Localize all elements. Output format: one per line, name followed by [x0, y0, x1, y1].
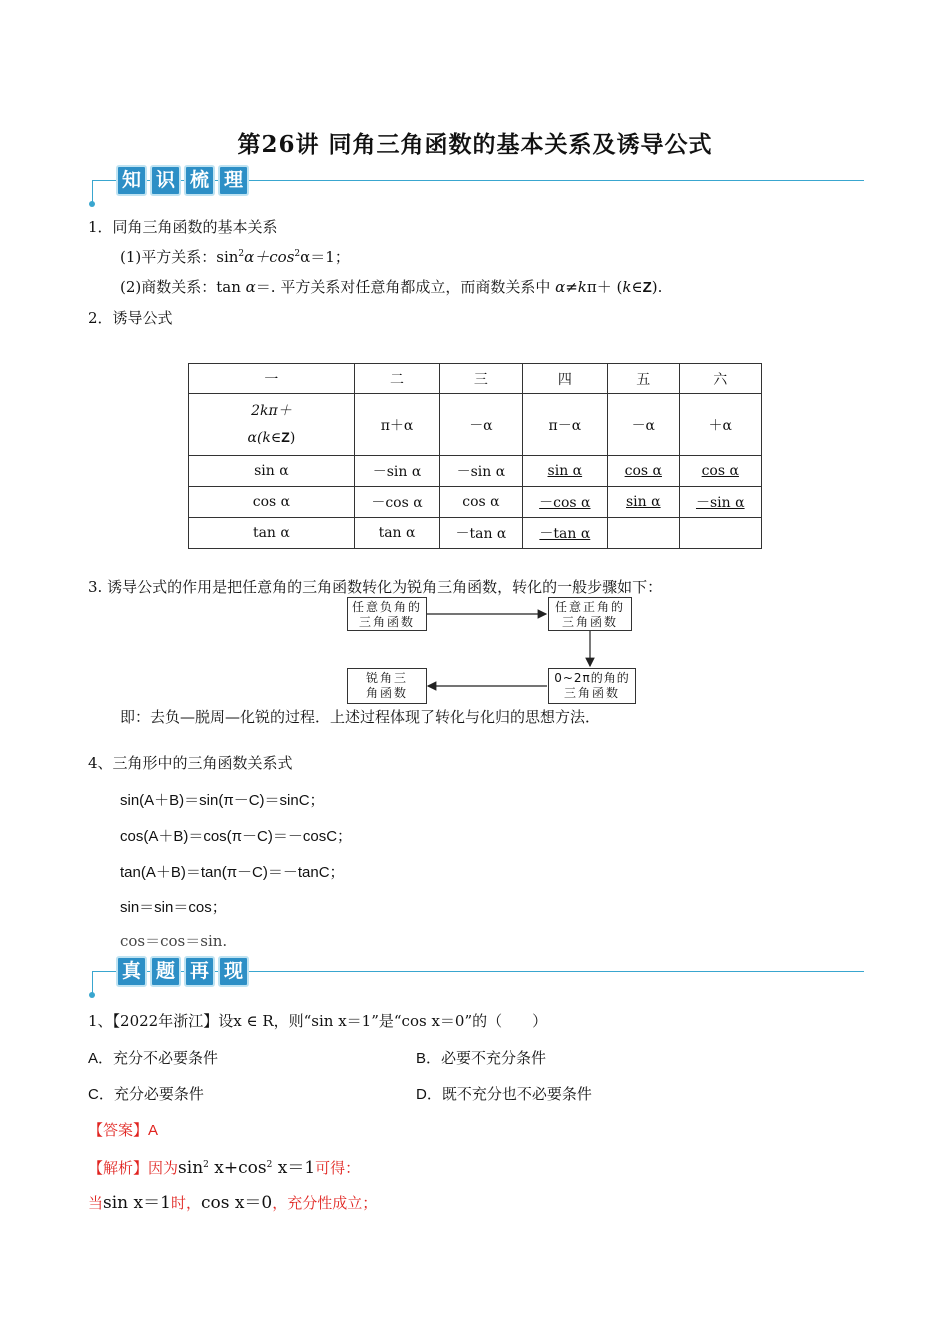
table-cell: cos α	[189, 487, 355, 518]
quotient-relation: (2)商数关系：tan α＝. 平方关系对任意角都成立，而商数关系中 α≠kπ＋ (k∈Z).	[120, 278, 663, 296]
option-a: A．充分不必要条件	[88, 1050, 219, 1067]
table-cell: 2kπ＋ α(k∈Z)	[189, 394, 355, 456]
table-cell: －sin α	[440, 456, 522, 487]
banner-char: 现	[218, 956, 249, 987]
triangle-formula-4: sin＝sin＝cos；	[120, 899, 227, 916]
banner-char: 识	[150, 165, 181, 196]
table-cell: ＋α	[679, 394, 761, 456]
triangle-formula-3: tan(A＋B)＝tan(π－C)＝－tanC；	[120, 864, 345, 881]
question-stem: 1、【2022年浙江】设x ∈ R，则“sin x＝1”是“cos x＝0”的（ ）	[88, 1012, 548, 1030]
table-cell: sin α	[608, 487, 680, 518]
table-cell: tan α	[354, 518, 439, 549]
table-cell: cos α	[440, 487, 522, 518]
table-cell: －sin α	[679, 487, 761, 518]
analysis-line-1: 【解析】因为$\sin^2 x+\cos^2$ x＝1可得：	[88, 1158, 361, 1178]
table-cell: π＋α	[354, 394, 439, 456]
banner-char: 题	[150, 956, 181, 987]
triangle-formula-1: sin(A＋B)＝sin(π－C)＝sinC；	[120, 792, 325, 809]
banner-char: 理	[218, 165, 249, 196]
analysis-line-2: 当sin x＝1时，cos x＝0，充分性成立；	[88, 1193, 378, 1213]
flow-box-acute-angle: 锐角三 角函数	[347, 668, 427, 704]
table-cell: π－α	[522, 394, 607, 456]
table-cell: －α	[440, 394, 522, 456]
section2-heading: 2．诱导公式	[88, 309, 173, 327]
triangle-formula-2: cos(A＋B)＝cos(π－C)＝－cosC；	[120, 828, 353, 845]
section-banner-exam	[92, 956, 864, 990]
table-cell: tan α	[189, 518, 355, 549]
flow-box-negative-angle: 任意负角的 三角函数	[347, 597, 427, 631]
table-header: 六	[679, 364, 761, 394]
option-c: C．充分必要条件	[88, 1086, 204, 1103]
table-cell: －cos α	[522, 487, 607, 518]
table-header: 五	[608, 364, 680, 394]
banner-char: 再	[184, 956, 215, 987]
section3-text: 3. 诱导公式的作用是把任意角的三角函数转化为锐角三角函数，转化的一般步骤如下：	[88, 578, 663, 596]
option-b: B．必要不充分条件	[416, 1050, 547, 1067]
table-cell: sin α	[522, 456, 607, 487]
table-cell: －tan α	[440, 518, 522, 549]
table-cell: sin α	[189, 456, 355, 487]
banner-char: 知	[116, 165, 147, 196]
table-header: 四	[522, 364, 607, 394]
page-title: 第26讲 同角三角函数的基本关系及诱导公式	[237, 131, 713, 158]
flow-box-positive-angle: 任意正角的 三角函数	[548, 597, 632, 631]
table-cell: cos α	[608, 456, 680, 487]
table-cell: －α	[608, 394, 680, 456]
section3-note: 即：去负—脱周—化锐的过程．上述过程体现了转化与化归的思想方法．	[120, 708, 601, 726]
table-header: 三	[440, 364, 522, 394]
option-d: D．既不充分也不必要条件	[416, 1086, 592, 1103]
table-cell: －tan α	[522, 518, 607, 549]
triangle-formula-5: cos＝cos＝sin.	[120, 932, 228, 950]
table-cell: －sin α	[354, 456, 439, 487]
table-cell: cos α	[679, 456, 761, 487]
table-cell: －cos α	[354, 487, 439, 518]
banner-char: 梳	[184, 165, 215, 196]
square-relation: (1)平方关系：$\sin^2\alpha+\cos^2\alpha=1$；	[120, 248, 350, 266]
table-header: 二	[354, 364, 439, 394]
banner-char: 真	[116, 956, 147, 987]
table-header: 一	[189, 364, 355, 394]
section1-heading: 1．同角三角函数的基本关系	[88, 218, 278, 236]
section4-heading: 4、三角形中的三角函数关系式	[88, 754, 293, 772]
answer-label: 【答案】A	[88, 1122, 159, 1139]
flow-box-0-2pi-angle: 0~2π的角的 三角函数	[548, 668, 636, 704]
